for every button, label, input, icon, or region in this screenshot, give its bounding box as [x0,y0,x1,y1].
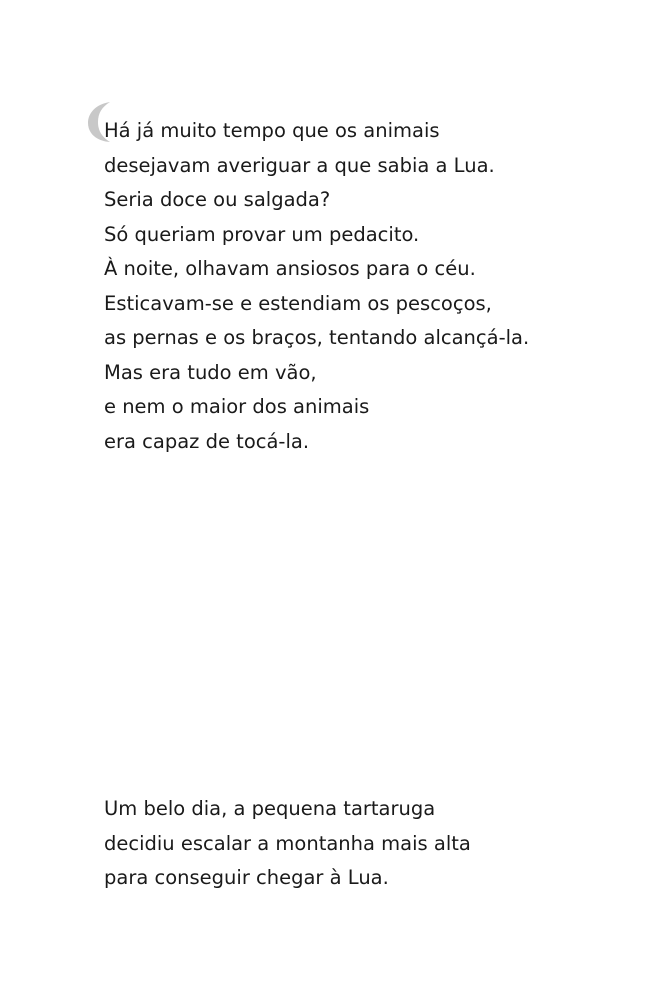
text-line: para conseguir chegar à Lua. [104,866,389,889]
text-line: Mas era tudo em vão, [104,360,317,384]
stanza-intro [104,114,529,459]
text-line: decidiu escalar a montanha mais alta [104,831,471,855]
text-line: desejavam averiguar a que sabia a Lua. [104,153,495,177]
text-line: Seria doce ou salgada? [104,188,331,211]
text-line: Esticavam-se e estendiam os pescoços, [104,291,492,315]
text-line: Um belo dia, a pequena tartaruga [104,797,436,820]
text-line: as pernas e os braços, tentando alcançá-la. [104,326,530,349]
text-line: e nem o maior dos animais [104,395,370,418]
stanza-turtle [104,792,471,896]
text-line: Só queriam provar um pedacito. [104,222,420,246]
text-line: era capaz de tocá-la. [104,429,310,453]
text-line: Há já muito tempo que os animais [104,119,440,142]
text-line: À noite, olhavam ansiosos para o céu. [104,257,476,280]
